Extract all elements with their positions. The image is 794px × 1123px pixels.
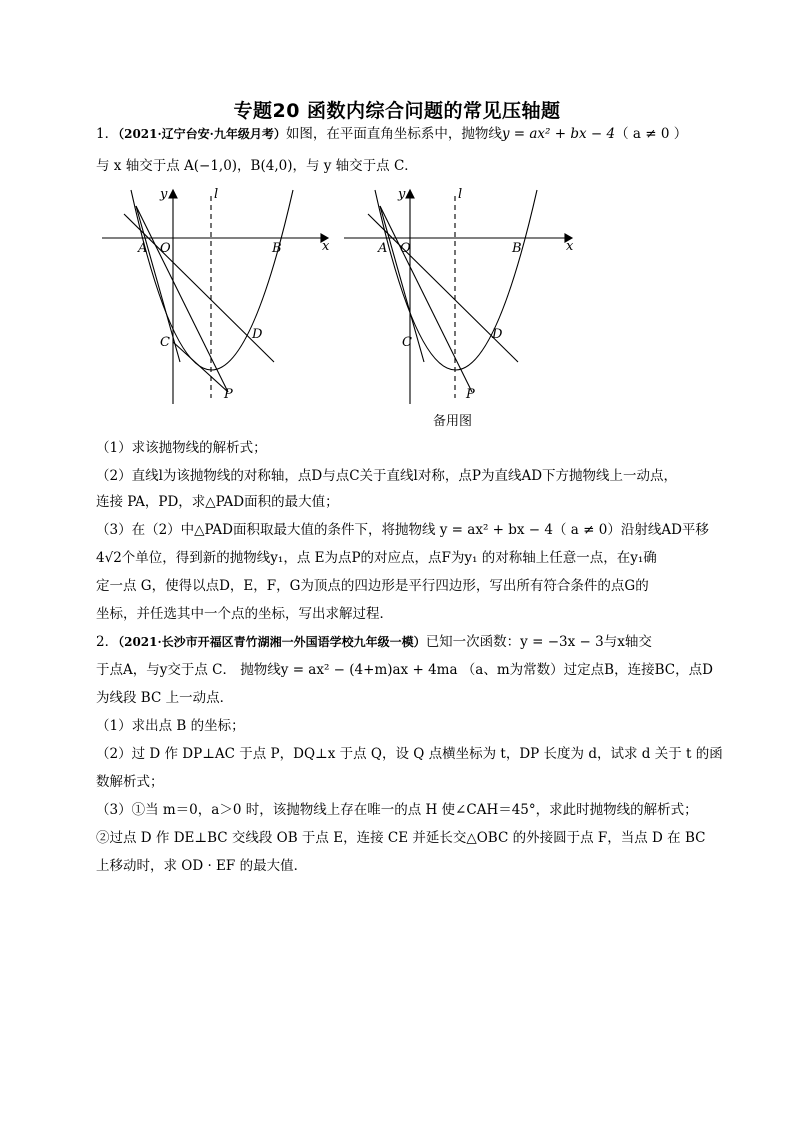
q1-figure-spare [340, 184, 580, 404]
parabola [131, 190, 293, 370]
q1-sub-1: （1）求该抛物线的解析式； [96, 440, 267, 456]
q2-sub-2a: （2）过 D 作 DP⊥AC 于点 P，DQ⊥x 于点 Q，设 Q 点横坐标为 t，DP 长度为 d，试求 d 关于 t 的函 [96, 746, 723, 762]
q2-line-3: 为线段 BC 上一动点． [96, 690, 234, 706]
q2-intro: 已知一次函数：y = −3x − 3与x轴交 [425, 634, 652, 650]
q1-sub-2b: 连接 PA，PD，求△PAD面积的最大值； [96, 494, 339, 510]
label-y: y [160, 187, 168, 202]
label-a: A [138, 241, 148, 256]
q1-sub-3c: 定一点 G，使得以点D，E，F，G为顶点的四边形是平行四边形，写出所有符合条件的点G的 [96, 578, 649, 594]
q2-line-1 [96, 632, 652, 652]
q2-number: 2． [96, 634, 119, 650]
q2-source: （2021·长沙市开福区青竹湖湘一外国语学校九年级一模） [118, 635, 426, 649]
label-a: A [378, 241, 388, 256]
q1-sub-3a: （3）在（2）中△PAD面积取最大值的条件下，将抛物线 y = ax² + bx − 4（ a ≠ 0）沿射线AD平移 [96, 522, 709, 538]
spare-figure-caption: 备用图 [433, 414, 473, 429]
label-o: O [400, 241, 411, 256]
label-d: D [252, 327, 263, 342]
q1-intro: 如图，在平面直角坐标系中，抛物线 [285, 126, 502, 142]
label-b: B [272, 241, 282, 256]
y-axis-arrow [406, 190, 414, 198]
label-p: P [466, 387, 475, 402]
label-o: O [160, 241, 171, 256]
q2-sub-3b: ②过点 D 作 DE⊥BC 交线段 OB 于点 E，连接 CE 并延长交△OBC 的外接圆于点 F，当点 D 在 BC [96, 830, 706, 846]
line-ap [136, 206, 228, 392]
q2-sub-1: （1）求出点 B 的坐标； [96, 718, 245, 734]
line-ap [380, 206, 472, 392]
q1-condition: （ a ≠ 0 ） [615, 126, 688, 142]
label-d: D [492, 327, 503, 342]
q1-line-2: 与 x 轴交于点 A(−1,0)，B(4,0)，与 y 轴交于点 C． [96, 158, 418, 174]
q2-sub-2b: 数解析式； [96, 774, 164, 790]
label-p: P [224, 387, 233, 402]
q1-sub-3d: 坐标，并任选其中一个点的坐标，写出求解过程． [96, 606, 393, 622]
label-y: y [398, 187, 406, 202]
label-l: l [458, 187, 463, 202]
q1-sub-2a: （2）直线l为该抛物线的对称轴，点D与点C关于直线l对称，点P为直线AD下方抛物线上一动点， [96, 468, 678, 484]
q2-sub-3c: 上移动时，求 OD · EF 的最大值． [96, 858, 308, 874]
q1-source: （2021·辽宁台安·九年级月考） [118, 127, 286, 141]
q1-number: 1． [96, 126, 119, 142]
label-x: x [322, 239, 330, 254]
q1-figure-main [96, 184, 336, 404]
q2-line-2: 于点A，与y交于点 C． 抛物线y = ax² − (4+m)ax + 4ma （a、m为常数）过定点B，连接BC，点D [96, 662, 713, 678]
label-c: C [402, 335, 412, 350]
y-axis-arrow [169, 190, 177, 198]
page-title: 专题20 函数内综合问题的常见压轴题 [233, 100, 561, 122]
q1-sub-3b: 4√2个单位，得到新的抛物线y₁，点 E为点P的对应点，点F为y₁ 的对称轴上任意一点，在y₁确 [96, 550, 657, 566]
label-b: B [512, 241, 522, 256]
label-c: C [160, 335, 170, 350]
segment-cp [173, 342, 228, 392]
label-l: l [214, 187, 219, 202]
q1-line-1 [96, 124, 687, 144]
q2-sub-3a: （3）①当 m＝0，a＞0 时，该抛物线上存在唯一的点 H 使∠CAH＝45°，求此时抛物线的解析式； [96, 802, 698, 818]
parabola [375, 190, 537, 370]
q1-equation: y = ax² + bx − 4 [501, 126, 616, 142]
label-x: x [566, 239, 574, 254]
